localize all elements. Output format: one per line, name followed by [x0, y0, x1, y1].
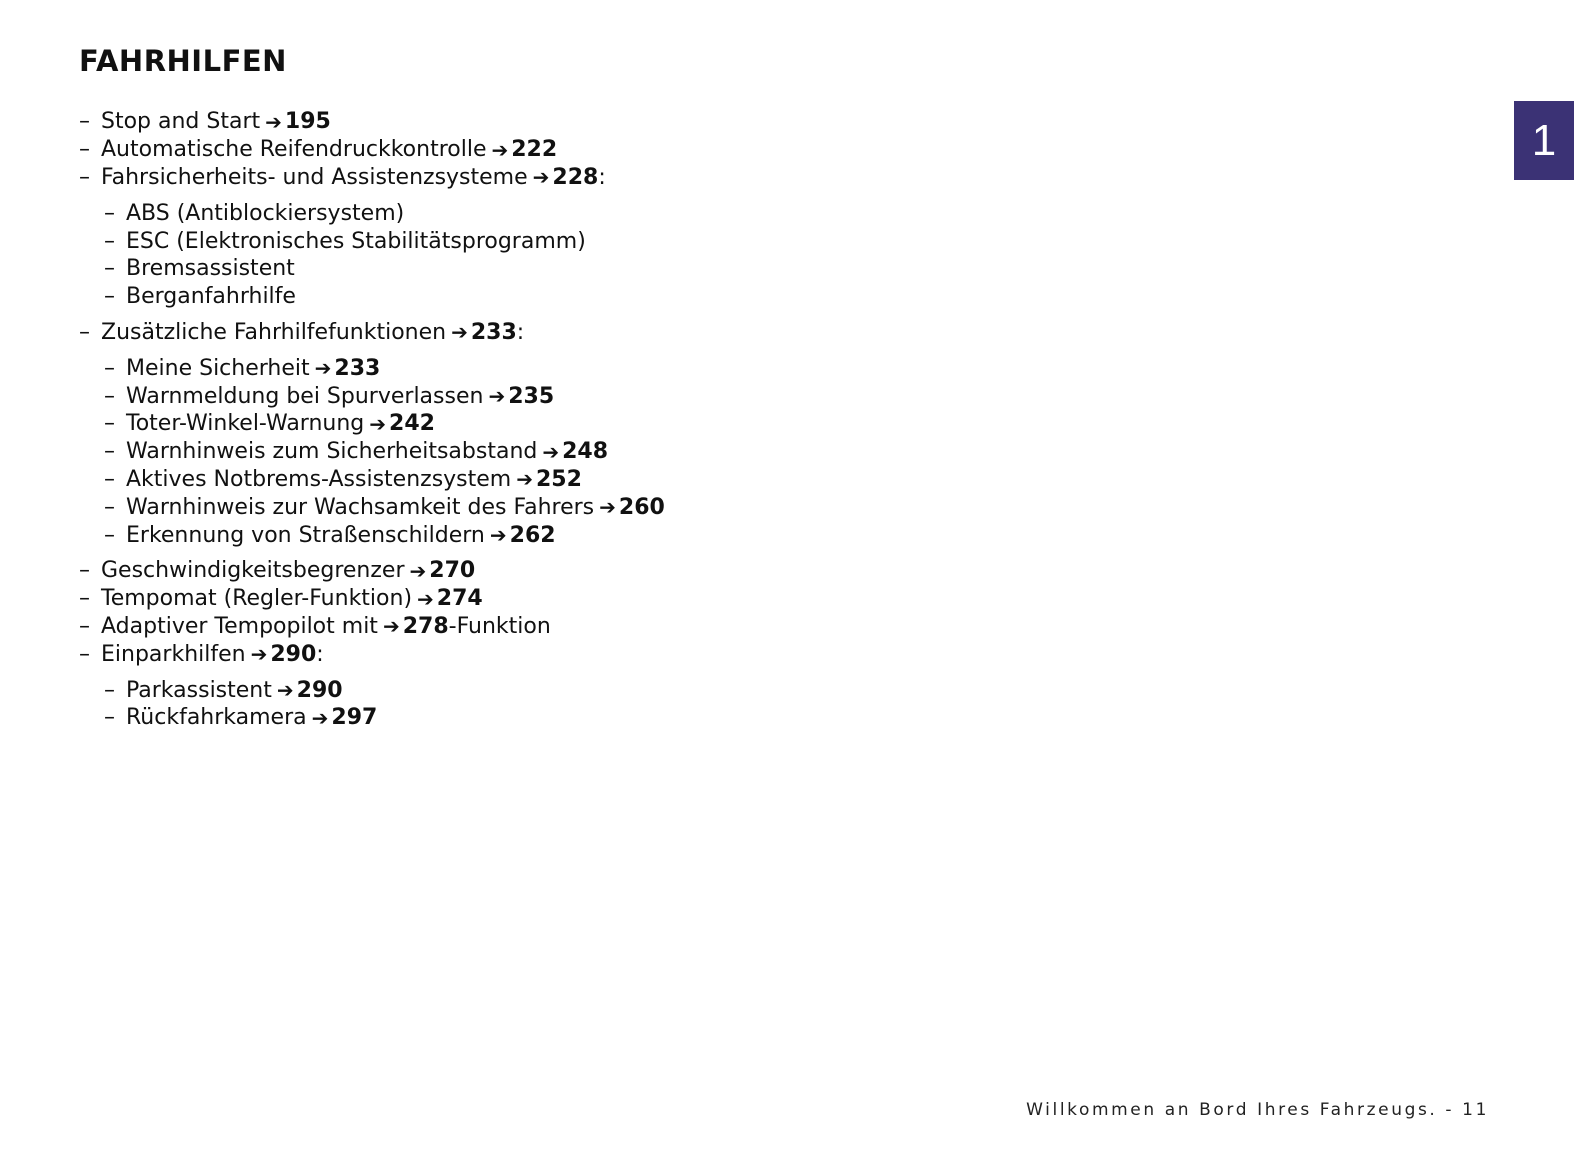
toc-item-label: Warnmeldung bei Spurverlassen [126, 383, 484, 409]
toc-subitem[interactable] [79, 676, 979, 704]
dash-bullet: – [79, 586, 90, 612]
dash-bullet: – [104, 411, 115, 437]
dash-bullet: – [104, 522, 115, 548]
arrow-right-icon: ➔ [250, 642, 268, 667]
arrow-right-icon: ➔ [369, 411, 387, 436]
toc-item-label: Geschwindigkeitsbegrenzer [101, 558, 405, 584]
dash-bullet: – [104, 355, 115, 381]
toc-item-label: Einparkhilfen [101, 641, 246, 667]
arrow-right-icon: ➔ [489, 523, 507, 548]
toc-item[interactable] [79, 585, 979, 613]
toc-item-label: Erkennung von Straßenschildern [126, 522, 485, 548]
page-reference-link[interactable]: 222 [511, 137, 558, 163]
toc-item[interactable] [79, 108, 979, 136]
toc-subitem[interactable] [79, 410, 979, 438]
toc-item-label: Berganfahrhilfe [126, 284, 296, 310]
toc-subitem[interactable] [79, 354, 979, 382]
toc-subitem [79, 199, 979, 227]
dash-bullet: – [79, 109, 90, 135]
toc-subitem[interactable] [79, 521, 979, 549]
arrow-right-icon: ➔ [314, 356, 332, 381]
toc-item-label: Rückfahrkamera [126, 705, 307, 731]
toc-item-label: Zusätzliche Fahrhilfefunktionen [101, 319, 447, 345]
dash-bullet: – [104, 200, 115, 226]
toc-list [79, 108, 979, 732]
arrow-right-icon: ➔ [491, 137, 509, 162]
page-reference-link[interactable]: 248 [562, 439, 609, 465]
arrow-right-icon: ➔ [488, 384, 506, 409]
toc-subitem [79, 227, 979, 255]
dash-bullet: – [79, 137, 90, 163]
toc-subitem [79, 283, 979, 311]
dash-bullet: – [79, 613, 90, 639]
arrow-right-icon: ➔ [276, 678, 294, 703]
arrow-right-icon: ➔ [311, 705, 329, 730]
page-reference-link[interactable]: 233 [470, 319, 517, 345]
page-reference-link[interactable]: 270 [429, 558, 476, 584]
toc-subitem [79, 255, 979, 283]
toc-item[interactable] [79, 613, 979, 641]
toc-item-label: Aktives Notbrems-Assistenzsystem [126, 466, 512, 492]
toc-item-suffix: : [316, 641, 324, 667]
page-reference-link[interactable]: 274 [436, 586, 483, 612]
page-reference-link[interactable]: 290 [296, 677, 343, 703]
arrow-right-icon: ➔ [516, 467, 533, 492]
toc-item-suffix: : [598, 164, 606, 190]
toc-item-label: Bremsassistent [126, 256, 295, 282]
toc-item-label: Warnhinweis zum Sicherheitsabstand [126, 439, 538, 465]
arrow-right-icon: ➔ [451, 320, 468, 345]
chapter-tab: 1 [1514, 101, 1574, 180]
toc-item-label: Warnhinweis zur Wachsamkeit des Fahrers [126, 494, 595, 520]
toc-item-label: Meine Sicherheit [126, 355, 310, 381]
toc-item[interactable] [79, 136, 979, 164]
dash-bullet: – [104, 383, 115, 409]
arrow-right-icon: ➔ [409, 558, 427, 583]
page-reference-link[interactable]: 297 [331, 705, 378, 731]
page-reference-link[interactable]: 228 [552, 164, 599, 190]
toc-item-label: Tempomat (Regler-Funktion) [101, 586, 413, 612]
toc-subitem[interactable] [79, 466, 979, 494]
toc-item-suffix: -Funktion [448, 613, 551, 639]
toc-item-label: Automatische Reifendruckkontrolle [101, 137, 487, 163]
page-footer: Willkommen an Bord Ihres Fahrzeugs. - 11 [1026, 1100, 1489, 1120]
page-reference-link[interactable]: 278 [402, 613, 449, 639]
dash-bullet: – [79, 641, 90, 667]
toc-item-label: Adaptiver Tempopilot mit [101, 613, 378, 639]
dash-bullet: – [104, 256, 115, 282]
dash-bullet: – [104, 677, 115, 703]
toc-item-label: Stop and Start [101, 109, 261, 135]
toc-item-label: Fahrsicherheits- und Assistenzsysteme [101, 164, 528, 190]
toc-subitem[interactable] [79, 382, 979, 410]
dash-bullet: – [104, 284, 115, 310]
toc-item-suffix: : [516, 319, 525, 345]
page-reference-link[interactable]: 195 [284, 109, 331, 135]
page-reference-link[interactable]: 235 [508, 383, 555, 409]
arrow-right-icon: ➔ [382, 614, 400, 639]
toc-item-label: Toter-Winkel-Warnung [126, 411, 365, 437]
arrow-right-icon: ➔ [542, 439, 560, 464]
page-reference-link[interactable]: 242 [389, 411, 435, 437]
arrow-right-icon: ➔ [532, 165, 550, 190]
arrow-right-icon: ➔ [265, 109, 282, 134]
toc-item[interactable] [79, 319, 979, 347]
dash-bullet: – [104, 705, 115, 731]
toc-item[interactable] [79, 557, 979, 585]
page-reference-link[interactable]: 233 [334, 355, 381, 381]
toc-item[interactable] [79, 640, 979, 668]
page-title: FAHRHILFEN [79, 44, 287, 78]
toc-subitem[interactable] [79, 493, 979, 521]
toc-subitem[interactable] [79, 704, 979, 732]
page-reference-link[interactable]: 262 [509, 522, 556, 548]
dash-bullet: – [79, 164, 90, 190]
toc-item-label: ABS (Antiblockiersystem) [126, 200, 405, 226]
arrow-right-icon: ➔ [417, 586, 434, 611]
toc-item-label: Parkassistent [126, 677, 272, 703]
dash-bullet: – [104, 439, 115, 465]
dash-bullet: – [79, 558, 90, 584]
toc-item[interactable] [79, 164, 979, 192]
dash-bullet: – [104, 466, 115, 492]
dash-bullet: – [104, 494, 115, 520]
dash-bullet: – [79, 319, 90, 345]
toc-subitem[interactable] [79, 438, 979, 466]
dash-bullet: – [104, 228, 115, 254]
page-reference-link[interactable]: 290 [270, 641, 317, 667]
toc-item-label: ESC (Elektronisches Stabilitätsprogramm) [126, 228, 586, 254]
page-reference-link[interactable]: 252 [536, 466, 582, 492]
arrow-right-icon: ➔ [599, 495, 616, 520]
page-reference-link[interactable]: 260 [618, 494, 665, 520]
